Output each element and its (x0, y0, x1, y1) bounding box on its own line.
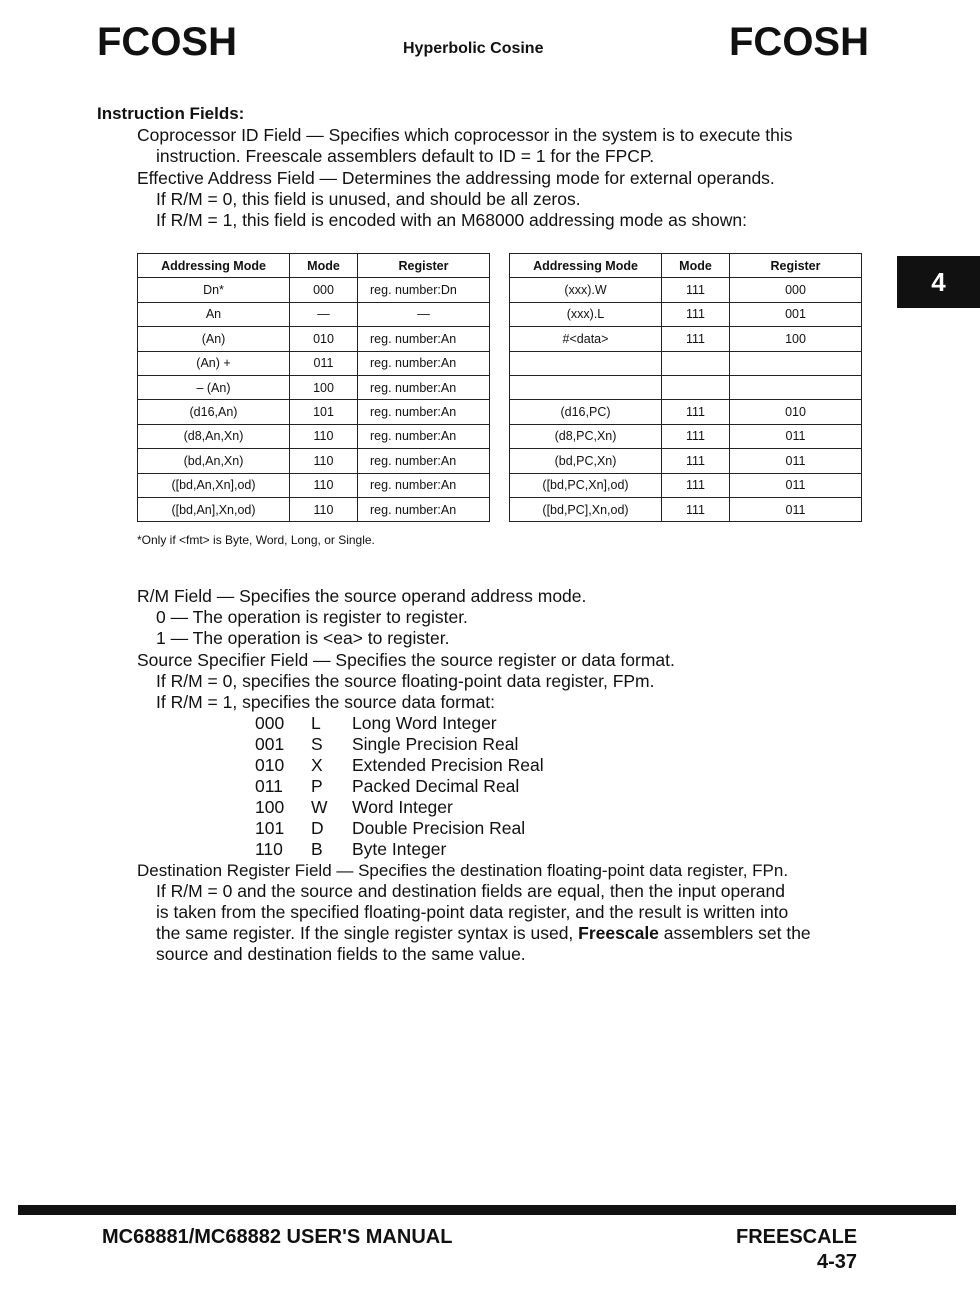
cell-mode: — (290, 302, 358, 326)
format-code: 100 (255, 797, 285, 817)
cell-mode-name: ([bd,An,Xn],od) (138, 473, 290, 497)
header-mnemonic-left: FCOSH (97, 20, 237, 64)
footer-manual-title: MC68881/MC68882 USER'S MANUAL (102, 1226, 453, 1248)
cell-mode: 101 (290, 400, 358, 424)
dest-line-5: source and destination fields to the same value. (156, 944, 526, 964)
format-letter: X (311, 755, 323, 775)
ea-line-1: Effective Address Field — Determines the addressing mode for external operands. (137, 168, 775, 188)
table-row (138, 375, 490, 399)
ea-line-3: If R/M = 1, this field is encoded with an M68000 addressing mode as shown: (156, 210, 747, 230)
cell-mode-name: #<data> (510, 327, 662, 351)
header-addressing-mode: Addressing Mode (510, 254, 662, 278)
ea-line-2: If R/M = 0, this field is unused, and should be all zeros. (156, 189, 581, 209)
table-header-row (138, 254, 490, 278)
cell-register (730, 351, 862, 375)
format-description: Long Word Integer (352, 713, 497, 733)
format-code: 101 (255, 818, 285, 838)
cell-mode (662, 351, 730, 375)
table-header-row (510, 254, 862, 278)
cell-mode-name: (d8,PC,Xn) (510, 424, 662, 448)
cell-mode: 111 (662, 327, 730, 351)
cell-register (730, 375, 862, 399)
cell-mode-name: (An) (138, 327, 290, 351)
format-description: Double Precision Real (352, 818, 526, 838)
format-letter: D (311, 818, 324, 838)
cell-mode-name: (d8,An,Xn) (138, 424, 290, 448)
cell-mode: 100 (290, 375, 358, 399)
format-letter: P (311, 776, 323, 796)
cell-register: 010 (730, 400, 862, 424)
table-row (510, 327, 862, 351)
dest-line-4-post: assemblers set the (658, 923, 811, 943)
addressing-mode-table-left (137, 253, 490, 522)
source-spec-line-1: Source Specifier Field — Specifies the source register or data format. (137, 650, 675, 670)
table-row (138, 400, 490, 424)
cell-register: 011 (730, 449, 862, 473)
coprocessor-line-1: Coprocessor ID Field — Specifies which coprocessor in the system is to execute this (137, 125, 793, 145)
dest-line-3: is taken from the specified floating-point data register, and the result is written into (156, 902, 789, 922)
cell-mode: 111 (662, 497, 730, 521)
cell-mode-name: (An) + (138, 351, 290, 375)
cell-register: reg. number:Dn (358, 278, 490, 302)
cell-mode: 111 (662, 424, 730, 448)
header-register: Register (730, 254, 862, 278)
table-row (138, 497, 490, 521)
cell-register: reg. number:An (358, 497, 490, 521)
cell-register: reg. number:An (358, 449, 490, 473)
table-row (510, 497, 862, 521)
footer-page-number: 4-37 (816, 1251, 857, 1273)
format-letter: L (311, 713, 321, 733)
cell-mode: 110 (290, 497, 358, 521)
format-description: Word Integer (352, 797, 453, 817)
cell-mode-name (510, 375, 662, 399)
table-row (510, 449, 862, 473)
cell-mode-name: (xxx).L (510, 302, 662, 326)
format-letter: S (311, 734, 323, 754)
header-register: Register (358, 254, 490, 278)
cell-mode: 110 (290, 424, 358, 448)
cell-mode-name: An (138, 302, 290, 326)
cell-mode-name: ([bd,PC],Xn,od) (510, 497, 662, 521)
table-row (510, 278, 862, 302)
header-title: Hyperbolic Cosine (403, 40, 544, 57)
table-row (138, 351, 490, 375)
table-row (510, 400, 862, 424)
cell-register: 001 (730, 302, 862, 326)
cell-register: 000 (730, 278, 862, 302)
cell-mode-name (510, 351, 662, 375)
footer-brand: FREESCALE (736, 1226, 858, 1248)
cell-mode-name: (bd,An,Xn) (138, 449, 290, 473)
cell-register: reg. number:An (358, 327, 490, 351)
format-letter: W (311, 797, 328, 817)
format-description: Extended Precision Real (352, 755, 544, 775)
table-row (510, 375, 862, 399)
format-description: Packed Decimal Real (352, 776, 520, 796)
format-description: Single Precision Real (352, 734, 519, 754)
cell-mode-name: ([bd,PC,Xn],od) (510, 473, 662, 497)
cell-mode-name: (xxx).W (510, 278, 662, 302)
cell-mode: 111 (662, 400, 730, 424)
source-spec-line-3: If R/M = 1, specifies the source data format: (156, 692, 495, 712)
dest-line-1: Destination Register Field — Specifies the destination floating-point data register, FPn. (137, 861, 789, 880)
table-row (510, 424, 862, 448)
table-row (138, 424, 490, 448)
dest-line-4-brand: Freescale (578, 923, 659, 943)
cell-mode: 010 (290, 327, 358, 351)
table-row (138, 473, 490, 497)
table-row (138, 302, 490, 326)
dest-line-4 (156, 923, 811, 944)
format-code: 011 (255, 776, 283, 796)
dest-line-4-pre: the same register. If the single register syntax is used, (156, 923, 579, 943)
cell-mode: 111 (662, 449, 730, 473)
table-row (510, 473, 862, 497)
cell-register: 011 (730, 497, 862, 521)
footer-rule (18, 1205, 956, 1215)
table-footnote: *Only if <fmt> is Byte, Word, Long, or Single. (137, 533, 375, 547)
format-code: 110 (255, 839, 283, 859)
cell-mode-name: (d16,An) (138, 400, 290, 424)
cell-register: reg. number:An (358, 375, 490, 399)
format-code: 000 (255, 713, 285, 733)
cell-mode: 000 (290, 278, 358, 302)
source-spec-line-2: If R/M = 0, specifies the source floating-point data register, FPm. (156, 671, 655, 691)
format-letter: B (311, 839, 323, 859)
cell-register: 100 (730, 327, 862, 351)
cell-register: 011 (730, 473, 862, 497)
cell-mode: 111 (662, 302, 730, 326)
header-mode: Mode (290, 254, 358, 278)
rm-line-1: R/M Field — Specifies the source operand address mode. (137, 586, 587, 606)
cell-register: reg. number:An (358, 351, 490, 375)
format-code: 001 (255, 734, 285, 754)
cell-mode: 110 (290, 449, 358, 473)
format-code: 010 (255, 755, 285, 775)
cell-register: 011 (730, 424, 862, 448)
format-description: Byte Integer (352, 839, 447, 859)
header-mode: Mode (662, 254, 730, 278)
table-row (138, 278, 490, 302)
cell-mode-name: – (An) (138, 375, 290, 399)
addressing-mode-table-right (509, 253, 862, 522)
cell-mode-name: Dn* (138, 278, 290, 302)
section-heading: Instruction Fields: (97, 104, 245, 123)
cell-mode (662, 375, 730, 399)
cell-register: reg. number:An (358, 473, 490, 497)
cell-register: — (358, 302, 490, 326)
cell-mode: 011 (290, 351, 358, 375)
cell-register: reg. number:An (358, 400, 490, 424)
cell-mode-name: (bd,PC,Xn) (510, 449, 662, 473)
cell-mode-name: ([bd,An],Xn,od) (138, 497, 290, 521)
table-row (510, 302, 862, 326)
table-row (138, 327, 490, 351)
chapter-tab: 4 (897, 256, 980, 308)
cell-mode: 111 (662, 473, 730, 497)
header-mnemonic-right: FCOSH (729, 20, 869, 64)
cell-mode: 110 (290, 473, 358, 497)
rm-line-3: 1 — The operation is <ea> to register. (156, 628, 450, 648)
rm-line-2: 0 — The operation is register to register. (156, 607, 468, 627)
cell-mode: 111 (662, 278, 730, 302)
table-row (510, 351, 862, 375)
coprocessor-line-2: instruction. Freescale assemblers default to ID = 1 for the FPCP. (156, 146, 655, 166)
cell-mode-name: (d16,PC) (510, 400, 662, 424)
cell-register: reg. number:An (358, 424, 490, 448)
table-row (138, 449, 490, 473)
header-addressing-mode: Addressing Mode (138, 254, 290, 278)
dest-line-2: If R/M = 0 and the source and destination fields are equal, then the input operand (156, 881, 785, 901)
